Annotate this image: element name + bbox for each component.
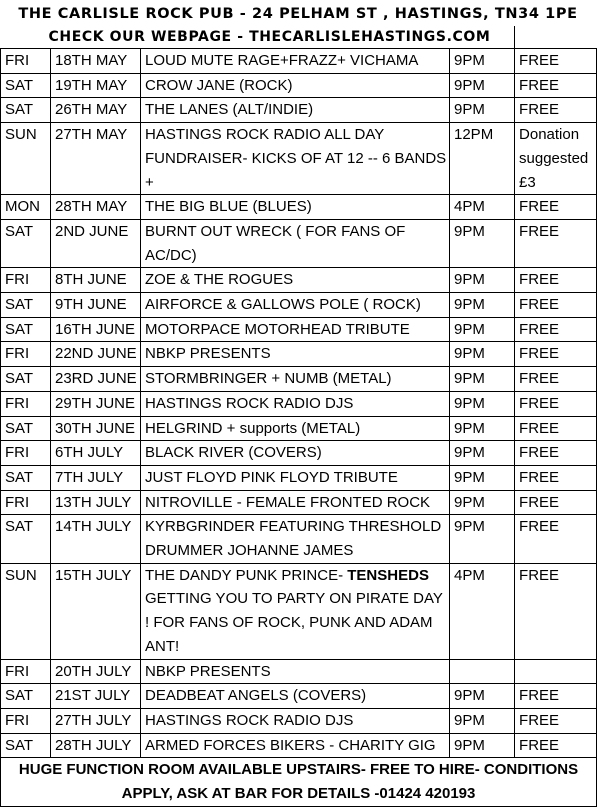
event-act: NITROVILLE - FEMALE FRONTED ROCK: [141, 490, 450, 515]
event-row: [1, 659, 597, 684]
event-day: SAT: [1, 98, 51, 123]
event-price: FREE: [515, 195, 597, 220]
event-row: [1, 416, 597, 441]
event-day: FRI: [1, 490, 51, 515]
event-day: FRI: [1, 441, 51, 466]
event-price: FREE: [515, 490, 597, 515]
event-price: FREE: [515, 367, 597, 392]
event-day: SAT: [1, 515, 51, 563]
event-row: [1, 73, 597, 98]
event-date: 28TH MAY: [51, 195, 141, 220]
event-price: FREE: [515, 268, 597, 293]
events-table: [0, 26, 597, 807]
event-day: SAT: [1, 317, 51, 342]
subtitle-row: [1, 26, 597, 49]
event-act: KYRBGRINDER FEATURING THRESHOLD DRUMMER JOHANNE JAMES: [141, 515, 450, 563]
event-row: [1, 391, 597, 416]
event-act: CROW JANE (ROCK): [141, 73, 450, 98]
event-price: FREE: [515, 416, 597, 441]
event-date: 8TH JUNE: [51, 268, 141, 293]
event-date: 15TH JULY: [51, 563, 141, 659]
event-price: FREE: [515, 49, 597, 74]
event-time: 9PM: [450, 219, 515, 267]
event-price: FREE: [515, 293, 597, 318]
event-price: [515, 659, 597, 684]
event-date: 16TH JUNE: [51, 317, 141, 342]
event-act-post: GETTING YOU TO PARTY ON PIRATE DAY ! FOR FANS OF ROCK, PUNK AND ADAM ANT!: [145, 590, 443, 655]
event-price: FREE: [515, 98, 597, 123]
event-date: 27TH JULY: [51, 708, 141, 733]
event-day: SAT: [1, 465, 51, 490]
event-act: HASTINGS ROCK RADIO DJS: [141, 708, 450, 733]
event-date: 14TH JULY: [51, 515, 141, 563]
event-time: 9PM: [450, 684, 515, 709]
event-row: [1, 563, 597, 659]
event-time: 9PM: [450, 416, 515, 441]
event-act: HASTINGS ROCK RADIO DJS: [141, 391, 450, 416]
event-time: 9PM: [450, 73, 515, 98]
event-row: [1, 98, 597, 123]
event-date: 22ND JUNE: [51, 342, 141, 367]
event-act: [141, 563, 450, 659]
event-price: Donation suggested £3: [515, 123, 597, 195]
event-act: ARMED FORCES BIKERS - CHARITY GIG: [141, 733, 450, 758]
event-date: 2ND JUNE: [51, 219, 141, 267]
event-row: [1, 684, 597, 709]
event-time: 9PM: [450, 49, 515, 74]
event-row: [1, 733, 597, 758]
event-date: 28TH JULY: [51, 733, 141, 758]
event-act: ZOE & THE ROGUES: [141, 268, 450, 293]
event-act: JUST FLOYD PINK FLOYD TRIBUTE: [141, 465, 450, 490]
event-row: [1, 708, 597, 733]
event-time: 9PM: [450, 465, 515, 490]
event-act: BLACK RIVER (COVERS): [141, 441, 450, 466]
event-price: FREE: [515, 733, 597, 758]
event-act: NBKP PRESENTS: [141, 659, 450, 684]
event-day: SAT: [1, 684, 51, 709]
event-day: FRI: [1, 342, 51, 367]
event-day: SAT: [1, 733, 51, 758]
event-time: 9PM: [450, 268, 515, 293]
event-date: 23RD JUNE: [51, 367, 141, 392]
event-date: 27TH MAY: [51, 123, 141, 195]
pub-title: THE CARLISLE ROCK PUB - 24 PELHAM ST , HASTINGS, TN34 1PE: [18, 6, 578, 22]
event-time: 9PM: [450, 98, 515, 123]
event-row: [1, 195, 597, 220]
event-date: 6TH JULY: [51, 441, 141, 466]
event-row: [1, 268, 597, 293]
event-time: 9PM: [450, 490, 515, 515]
event-act: HELGRIND + supports (METAL): [141, 416, 450, 441]
event-price: FREE: [515, 708, 597, 733]
event-time: 4PM: [450, 195, 515, 220]
webpage-notice: CHECK OUR WEBPAGE - THECARLISLEHASTINGS.COM: [1, 26, 515, 49]
event-price: FREE: [515, 342, 597, 367]
event-price: FREE: [515, 219, 597, 267]
event-day: SAT: [1, 293, 51, 318]
event-price: FREE: [515, 684, 597, 709]
event-price: FREE: [515, 317, 597, 342]
event-row: [1, 490, 597, 515]
event-price: FREE: [515, 515, 597, 563]
event-price: FREE: [515, 465, 597, 490]
event-price: FREE: [515, 73, 597, 98]
footer-row: [1, 758, 597, 807]
event-act: NBKP PRESENTS: [141, 342, 450, 367]
event-day: SAT: [1, 367, 51, 392]
event-day: FRI: [1, 49, 51, 74]
event-row: [1, 123, 597, 195]
event-time: 9PM: [450, 708, 515, 733]
event-row: [1, 49, 597, 74]
event-act: LOUD MUTE RAGE+FRAZZ+ VICHAMA: [141, 49, 450, 74]
event-act: DEADBEAT ANGELS (COVERS): [141, 684, 450, 709]
event-act: STORMBRINGER + NUMB (METAL): [141, 367, 450, 392]
event-time: 4PM: [450, 563, 515, 659]
event-row: [1, 367, 597, 392]
event-time: [450, 659, 515, 684]
event-date: 20TH JULY: [51, 659, 141, 684]
event-date: 9TH JUNE: [51, 293, 141, 318]
event-time: 9PM: [450, 441, 515, 466]
event-act-headliner: TENSHEDS: [347, 566, 429, 584]
event-act: MOTORPACE MOTORHEAD TRIBUTE: [141, 317, 450, 342]
event-time: 9PM: [450, 515, 515, 563]
function-room-notice: HUGE FUNCTION ROOM AVAILABLE UPSTAIRS- FREE TO HIRE- CONDITIONS APPLY, ASK AT BAR FOR DETAILS -01424 420193: [1, 758, 597, 807]
event-day: FRI: [1, 268, 51, 293]
event-time: 9PM: [450, 317, 515, 342]
event-row: [1, 441, 597, 466]
event-act: AIRFORCE & GALLOWS POLE ( ROCK): [141, 293, 450, 318]
event-date: 30TH JUNE: [51, 416, 141, 441]
event-row: [1, 342, 597, 367]
event-day: SAT: [1, 73, 51, 98]
event-time: 9PM: [450, 733, 515, 758]
event-date: 26TH MAY: [51, 98, 141, 123]
event-date: 13TH JULY: [51, 490, 141, 515]
event-day: SUN: [1, 563, 51, 659]
event-date: 29TH JUNE: [51, 391, 141, 416]
events-body: [1, 49, 597, 758]
event-act-pre: THE DANDY PUNK PRINCE-: [145, 566, 348, 584]
event-day: SUN: [1, 123, 51, 195]
event-date: 21ST JULY: [51, 684, 141, 709]
event-row: [1, 293, 597, 318]
event-day: FRI: [1, 391, 51, 416]
event-price: FREE: [515, 391, 597, 416]
event-act: BURNT OUT WRECK ( FOR FANS OF AC/DC): [141, 219, 450, 267]
event-time: 12PM: [450, 123, 515, 195]
event-act: THE BIG BLUE (BLUES): [141, 195, 450, 220]
event-act: HASTINGS ROCK RADIO ALL DAY FUNDRAISER- KICKS OF AT 12 -- 6 BANDS +: [141, 123, 450, 195]
event-day: FRI: [1, 659, 51, 684]
event-time: 9PM: [450, 293, 515, 318]
event-price: FREE: [515, 441, 597, 466]
event-day: SAT: [1, 219, 51, 267]
event-time: 9PM: [450, 391, 515, 416]
event-row: [1, 465, 597, 490]
event-date: 18TH MAY: [51, 49, 141, 74]
event-date: 19TH MAY: [51, 73, 141, 98]
event-date: 7TH JULY: [51, 465, 141, 490]
event-day: FRI: [1, 708, 51, 733]
event-row: [1, 515, 597, 563]
event-day: MON: [1, 195, 51, 220]
event-day: SAT: [1, 416, 51, 441]
event-price: FREE: [515, 563, 597, 659]
event-time: 9PM: [450, 342, 515, 367]
event-row: [1, 317, 597, 342]
event-act: THE LANES (ALT/INDIE): [141, 98, 450, 123]
event-time: 9PM: [450, 367, 515, 392]
blank-header-cell: [515, 26, 597, 49]
event-row: [1, 219, 597, 267]
